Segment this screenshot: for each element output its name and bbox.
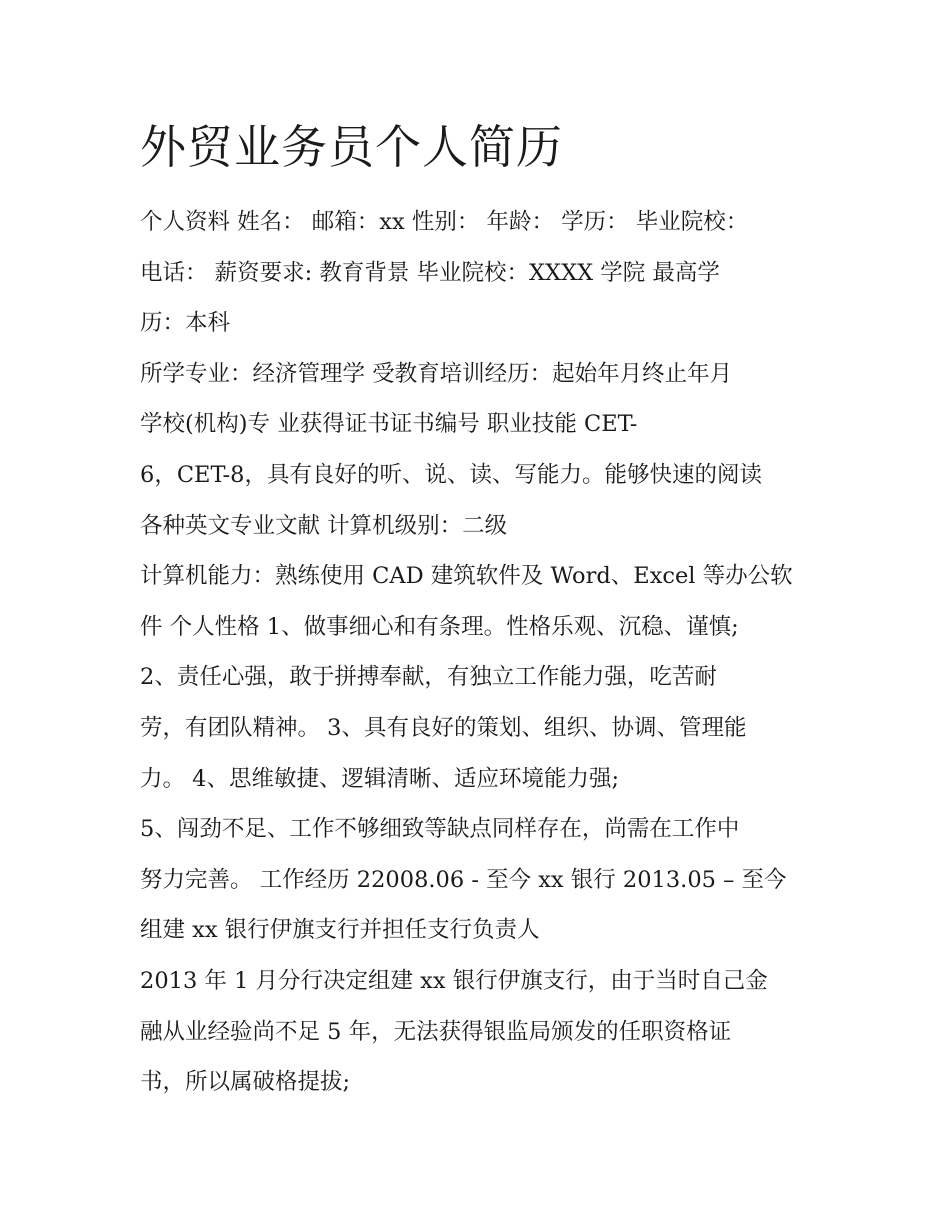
text-line: 5、闯劲不足、工作不够细致等缺点同样存在，尚需在工作中 xyxy=(140,816,740,843)
text-line: 个人资料 姓名： 邮箱：xx 性别： 年龄： 学历： 毕业院校： xyxy=(140,209,749,235)
text-line: 力。 4、思维敏捷、逻辑清晰、适应环境能力强; xyxy=(140,765,620,792)
document-title: 外贸业务员个人简历 xyxy=(140,120,563,174)
text-line: 书，所以属破格提拔; xyxy=(140,1069,351,1096)
text-line: 件 个人性格 1、做事细心和有条理。性格乐观、沉稳、谨慎; xyxy=(140,613,739,640)
text-line: 融从业经验尚不足 5 年，无法获得银监局颁发的任职资格证 xyxy=(140,1018,732,1045)
text-line: 努力完善。 工作经历 22008.06 - 至今 xx 银行 2013.05 – 至今 xyxy=(140,866,787,893)
text-line: 学校(机构)专 业获得证书证书编号 职业技能 CET- xyxy=(140,411,638,438)
document-body xyxy=(140,197,830,1108)
text-line: 历：本科 xyxy=(140,310,231,337)
text-line: 电话： 薪资要求: 教育背景 毕业院校：XXXX 学院 最高学 xyxy=(140,259,720,286)
text-line: 各种英文专业文献 计算机级别：二级 xyxy=(140,512,508,539)
text-line: 所学专业：经济管理学 受教育培训经历：起始年月终止年月 xyxy=(140,360,733,387)
text-line: 劳，有团队精神。 3、具有良好的策划、组织、协调、管理能 xyxy=(140,714,747,741)
text-line: 计算机能力：熟练使用 CAD 建筑软件及 Word、Excel 等办公软 xyxy=(140,563,793,590)
text-line: 2、责任心强，敢于拼搏奉献，有独立工作能力强，吃苦耐 xyxy=(140,664,717,691)
text-line: 2013 年 1 月分行决定组建 xx 银行伊旗支行，由于当时自己金 xyxy=(140,967,768,994)
text-line: 6，CET-8，具有良好的听、说、读、写能力。能够快速的阅读 xyxy=(140,461,762,488)
text-line: 组建 xx 银行伊旗支行并担任支行负责人 xyxy=(140,917,540,944)
